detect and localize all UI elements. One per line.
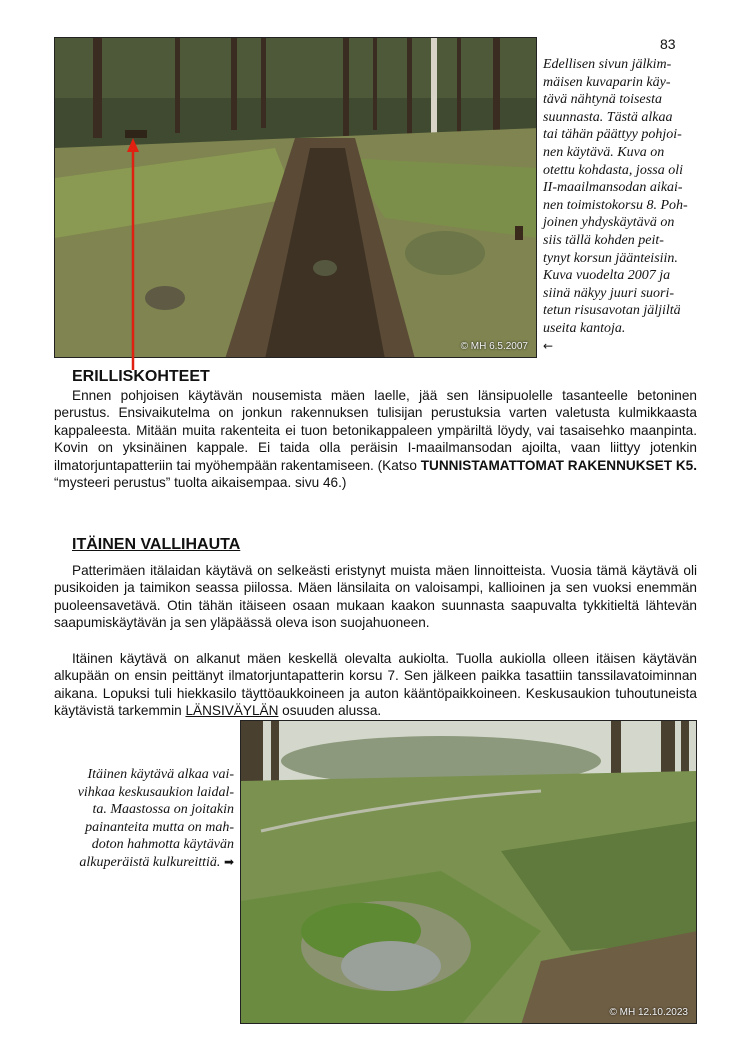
- lansivayla-link[interactable]: LÄNSIVÄYLÄN: [185, 703, 279, 719]
- caption-line: ta. Maastossa on joitakin: [92, 802, 234, 818]
- caption-line: II-maailmansodan aikai-: [543, 180, 683, 196]
- bottom-photo-caption: [58, 766, 234, 872]
- section-heading-erilliskohteet: ERILLISKOHTEET: [72, 368, 210, 385]
- caption-line: doton hahmotta käytävän: [91, 837, 234, 853]
- trench-photo-2007: [54, 37, 537, 358]
- clearing-image: [241, 721, 697, 1024]
- caption-line: nen toimistokorsu 8. Poh-: [543, 197, 688, 213]
- section-itainen-paragraph-2: [54, 650, 697, 720]
- caption-line: siis tällä kohden peit-: [543, 232, 664, 248]
- caption-line: suunnasta. Tästä alkaa: [543, 109, 673, 125]
- section-heading-itainen-vallihauta: ITÄINEN VALLIHAUTA: [72, 536, 241, 553]
- paragraph-text: Ennen pohjoisen käytävän nousemista mäen laelle, jää sen länsipuolelle tasanteelle betoninen perustus. Ensivaikutelma on jonkun rakennuksen tulisijan perustuksia varten valetusta kulmikkaasta kappaleesta. Mitään muita rakenteita ei tuon betonikappaleen ympäriltä löydy, vai tasaisehko maanpinta. Kovin on yksinäinen kappale. Ei taida olla peräisin I-maailmansodan ajoilta, vaan liittyy jotenkin ilmatorjuntapatteriin tai myöhempään rakentamiseen. (Katso: [54, 388, 697, 473]
- photo-credit: © MH 12.10.2023: [609, 1007, 688, 1018]
- caption-line: [58, 854, 234, 872]
- right-arrow-icon: ➡: [223, 854, 234, 869]
- caption-line: tai tähän päättyy pohjoi-: [543, 127, 682, 143]
- caption-line: nen käytävä. Kuva on: [543, 144, 665, 160]
- caption-line-text: useita kantoja.: [543, 320, 626, 336]
- caption-line: siinä näkyy juuri suori-: [543, 285, 675, 301]
- section-erilliskohteet-paragraph: [54, 387, 697, 491]
- caption-line: otettu kohdasta, jossa oli: [543, 162, 683, 178]
- top-photo-caption: [543, 56, 708, 355]
- caption-line: tävä nähtynä toisesta: [543, 92, 662, 108]
- paragraph-text: Itäinen käytävä on alkanut mäen keskellä olevalta aukiolta. Tuolla aukiolla olleen itäisen käytävän alkupään on ensin peittänyt ilmatorjuntapatterin korsu 7. Sen jälkeen paikka tasattiin tanssilavatoiminnan aikana. Lopuksi tuli hiekkasilo täyttöaukkoineen ja auton kääntöpaikkoineen. Keskusaukion tuhoutuneista käytävistä tarkemmin: [54, 651, 697, 719]
- caption-line: vihkaa keskusaukion laidal-: [77, 784, 234, 800]
- caption-line: tynyt korsun jäänteisiin.: [543, 250, 678, 266]
- caption-line: joinen yhdyskäytävä on: [543, 215, 675, 231]
- forest-trench-image: [55, 38, 537, 358]
- caption-line-text: alkuperäistä kulkureittiä.: [79, 854, 221, 870]
- caption-line: Kuva vuodelta 2007 ja: [543, 268, 671, 284]
- cross-reference: TUNNISTAMATTOMAT RAKENNUKSET K5.: [420, 457, 697, 473]
- caption-line: mäisen kuvaparin käy-: [543, 74, 671, 90]
- caption-line: [543, 338, 708, 356]
- caption-line: [543, 320, 708, 338]
- caption-line: Itäinen käytävä alkaa vai-: [87, 767, 234, 782]
- paragraph-text: Patterimäen itälaidan käytävä on selkeästi eristynyt muista mäen linnoitteista. Vuosia tämä käytävä oli pusikoiden ja taimikon seassa piilossa. Mäen länsilaita on valoisampi, kallioinen ja sen vuoksi enemmän puoleensavetävä. Otin tähän itäiseen osaan mukaan kaakon suunnasta saapuvalta tykkitieltä lähtevän saapumiskäytävän ja sen yläpäässä oleva ison suojahuoneen.: [54, 563, 697, 631]
- clearing-photo-2023: [240, 720, 697, 1024]
- caption-line: painanteita mutta on mah-: [85, 819, 234, 835]
- paragraph-text: “mysteeri perustus” tuolta aikaisempaa. sivu 46.): [54, 475, 347, 491]
- caption-line: Edellisen sivun jälkim-: [543, 57, 672, 72]
- page-number: 83: [660, 36, 676, 52]
- section-itainen-paragraph-1: [54, 562, 697, 632]
- left-arrow-icon: ←: [543, 338, 554, 353]
- photo-credit: © MH 6.5.2007: [460, 341, 528, 352]
- paragraph-text: osuuden alussa.: [278, 703, 382, 719]
- caption-line: tetun risusavotan jäljiltä: [543, 303, 681, 319]
